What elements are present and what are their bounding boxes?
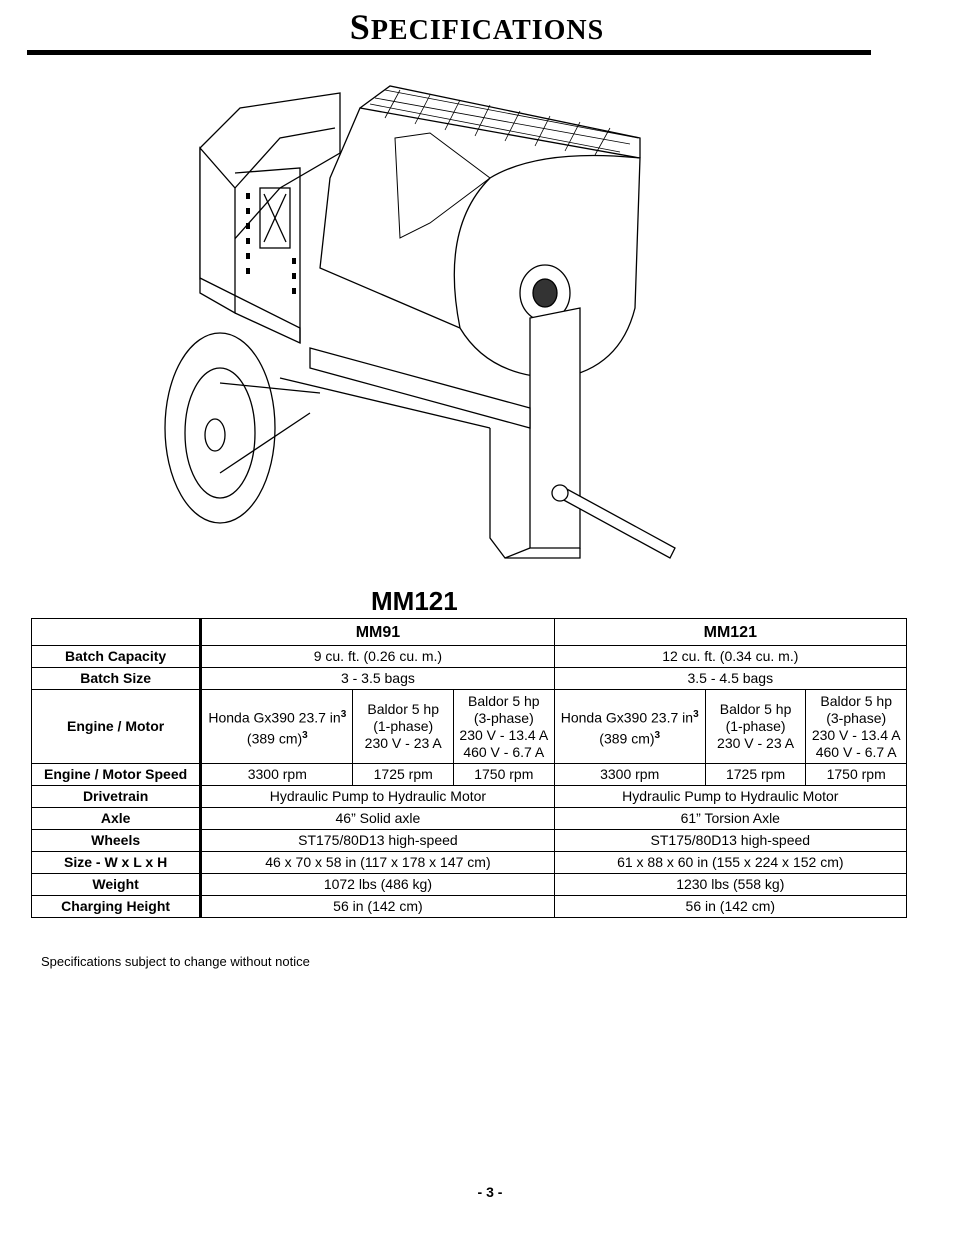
cell-baldor-1phase-mm91: Baldor 5 hp (1-phase) 230 V - 23 A bbox=[353, 690, 454, 764]
cell-mm91: 9 cu. ft. (0.26 cu. m.) bbox=[201, 646, 554, 668]
row-label: Engine / Motor bbox=[32, 690, 201, 764]
cell-mm121: Hydraulic Pump to Hydraulic Motor bbox=[554, 786, 906, 808]
table-row bbox=[32, 764, 907, 786]
title-rule bbox=[27, 50, 871, 55]
cell-mm121: 1230 lbs (558 kg) bbox=[554, 874, 906, 896]
table-row bbox=[32, 896, 907, 918]
cell-baldor-1phase-mm121: Baldor 5 hp (1-phase) 230 V - 23 A bbox=[705, 690, 806, 764]
table-row bbox=[32, 808, 907, 830]
cell-mm91: 46” Solid axle bbox=[201, 808, 554, 830]
table-row bbox=[32, 668, 907, 690]
cell-mm121: 61” Torsion Axle bbox=[554, 808, 906, 830]
cell-mm121: 61 x 88 x 60 in (155 x 224 x 152 cm) bbox=[554, 852, 906, 874]
cell-mm91: ST175/80D13 high-speed bbox=[201, 830, 554, 852]
cell-mm91: 3 - 3.5 bags bbox=[201, 668, 554, 690]
table-row bbox=[32, 690, 907, 764]
header-blank bbox=[32, 619, 201, 646]
cell-mm91: 56 in (142 cm) bbox=[201, 896, 554, 918]
page-number: - 3 - bbox=[477, 1184, 503, 1200]
header-mm121: MM121 bbox=[554, 619, 906, 646]
row-label: Size - W x L x H bbox=[32, 852, 201, 874]
specifications-table bbox=[31, 618, 907, 918]
row-label: Batch Capacity bbox=[32, 646, 201, 668]
cell-honda-mm91: Honda Gx390 23.7 $in^3$ (389 cm)$^3$ bbox=[201, 690, 353, 764]
table-row bbox=[32, 830, 907, 852]
row-label: Wheels bbox=[32, 830, 201, 852]
figure-caption: MM121 bbox=[371, 586, 458, 616]
row-label: Drivetrain bbox=[32, 786, 201, 808]
cell-baldor-3phase-mm91: Baldor 5 hp (3-phase) 230 V - 13.4 A 460 V - 6.7 A bbox=[454, 690, 555, 764]
table-header-row bbox=[32, 619, 907, 646]
cell-speed: 1750 rpm bbox=[806, 764, 907, 786]
cell-speed: 1725 rpm bbox=[353, 764, 454, 786]
header-mm91: MM91 bbox=[201, 619, 554, 646]
cell-mm121: 3.5 - 4.5 bags bbox=[554, 668, 906, 690]
row-label: Weight bbox=[32, 874, 201, 896]
row-label: Charging Height bbox=[32, 896, 201, 918]
row-label: Batch Size bbox=[32, 668, 201, 690]
cell-mm91: Hydraulic Pump to Hydraulic Motor bbox=[201, 786, 554, 808]
cell-mm121: 56 in (142 cm) bbox=[554, 896, 906, 918]
cell-speed: 1750 rpm bbox=[454, 764, 555, 786]
cell-speed: 3300 rpm bbox=[554, 764, 705, 786]
cell-baldor-3phase-mm121: Baldor 5 hp (3-phase) 230 V - 13.4 A 460 V - 6.7 A bbox=[806, 690, 907, 764]
cell-speed: 3300 rpm bbox=[201, 764, 353, 786]
table-row bbox=[32, 646, 907, 668]
cell-mm91: 1072 lbs (486 kg) bbox=[201, 874, 554, 896]
disclaimer-note: Specifications subject to change without notice bbox=[41, 954, 310, 969]
table-row bbox=[32, 874, 907, 896]
page-title: SPECIFICATIONS bbox=[349, 7, 605, 47]
cell-speed: 1725 rpm bbox=[705, 764, 806, 786]
table-row bbox=[32, 852, 907, 874]
table-row bbox=[32, 786, 907, 808]
cell-mm121: 12 cu. ft. (0.34 cu. m.) bbox=[554, 646, 906, 668]
row-label: Engine / Motor Speed bbox=[32, 764, 201, 786]
row-label: Axle bbox=[32, 808, 201, 830]
mortar-mixer-illustration bbox=[160, 78, 690, 578]
cell-honda-mm121: Honda Gx390 23.7 $in^3$ (389 cm)$^3$ bbox=[554, 690, 705, 764]
cell-mm91: 46 x 70 x 58 in (117 x 178 x 147 cm) bbox=[201, 852, 554, 874]
cell-mm121: ST175/80D13 high-speed bbox=[554, 830, 906, 852]
